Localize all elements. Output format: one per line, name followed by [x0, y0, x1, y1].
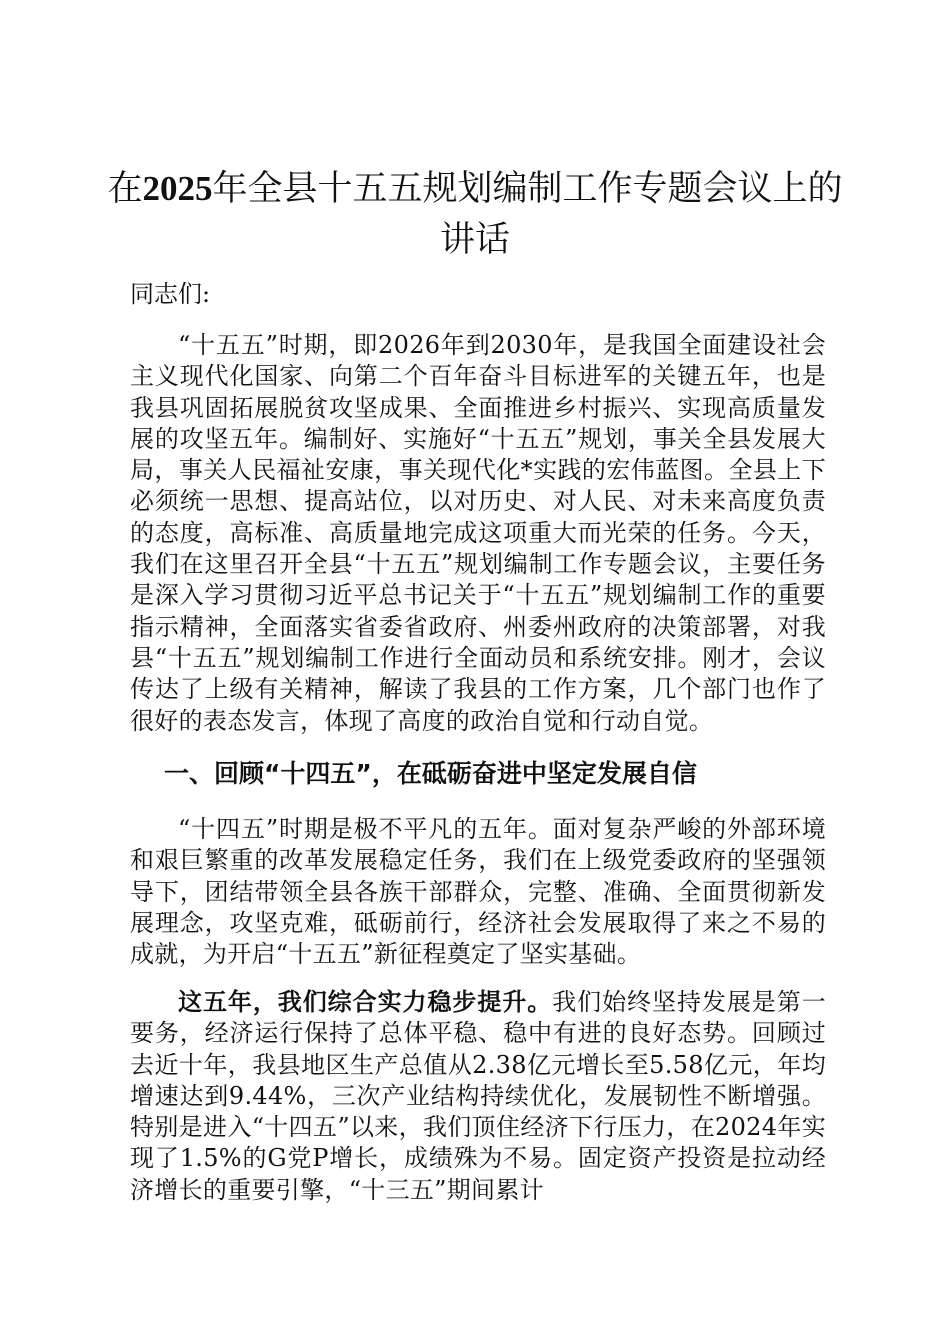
title-rest: 年全县十五五规划编制工作专题会议上的讲话 [212, 169, 843, 260]
achievement-paragraph [130, 987, 826, 1206]
paragraph-body: 我们始终坚持发展是第一要务，经济运行保持了总体平稳、稳中有进的良好态势。回顾过去近十年，我县地区生产总值从2.38亿元增长至5.58亿元，年均增速达到9.44%，三次产业结构持续优化，发展韧性不断增强。特别是进入“十四五”以来，我们顶住经济下行压力，在2024年实现了1.5%的G党P增长，成绩殊为不易。固定资产投资是拉动经济增长的重要引擎，“十三五”期间累计 [130, 988, 826, 1204]
document-title [100, 163, 850, 266]
section-heading: 一、回顾“十四五”，在砥砺奋进中坚定发展自信 [164, 759, 697, 788]
paragraph-lead: 这五年，我们综合实力稳步提升。 [178, 988, 553, 1016]
title-prefix: 在 [107, 169, 143, 209]
intro-paragraph: “十五五”时期，即2026年到2030年，是我国全面建设社会主义现代化国家、向第二个百年奋斗目标进军的关键五年，也是我县巩固拓展脱贫攻坚成果、全面推进乡村振兴、实现高质量发展的攻坚五年。编制好、实施好“十五五”规划，事关全县发展大局，事关人民福祉安康，事关现代化*实践的宏伟蓝图。全县上下必须统一思想、提高站位，以对历史、对人民、对未来高度负责的态度，高标准、高质量地完成这项重大而光荣的任务。今天，我们在这里召开全县“十五五”规划编制工作专题会议，主要任务是深入学习贯彻习近平总书记关于“十五五”规划编制工作的重要指示精神，全面落实省委省政府、州委州政府的决策部署，对我县“十五五”规划编制工作进行全面动员和系统安排。刚才，会议传达了上级有关精神，解读了我县的工作方案，几个部门也作了很好的表态发言，体现了高度的政治自觉和行动自觉。 [130, 331, 826, 735]
title-year: 2025 [142, 169, 213, 208]
salutation: 同志们: [130, 280, 211, 308]
review-paragraph: “十四五”时期是极不平凡的五年。面对复杂严峻的外部环境和艰巨繁重的改革发展稳定任务，我们在上级党委政府的坚强领导下，团结带领全县各族干部群众，完整、准确、全面贯彻新发展理念，攻坚克难，砥砺前行，经济社会发展取得了来之不易的成就，为开启“十五五”新征程奠定了坚实基础。 [130, 815, 826, 969]
